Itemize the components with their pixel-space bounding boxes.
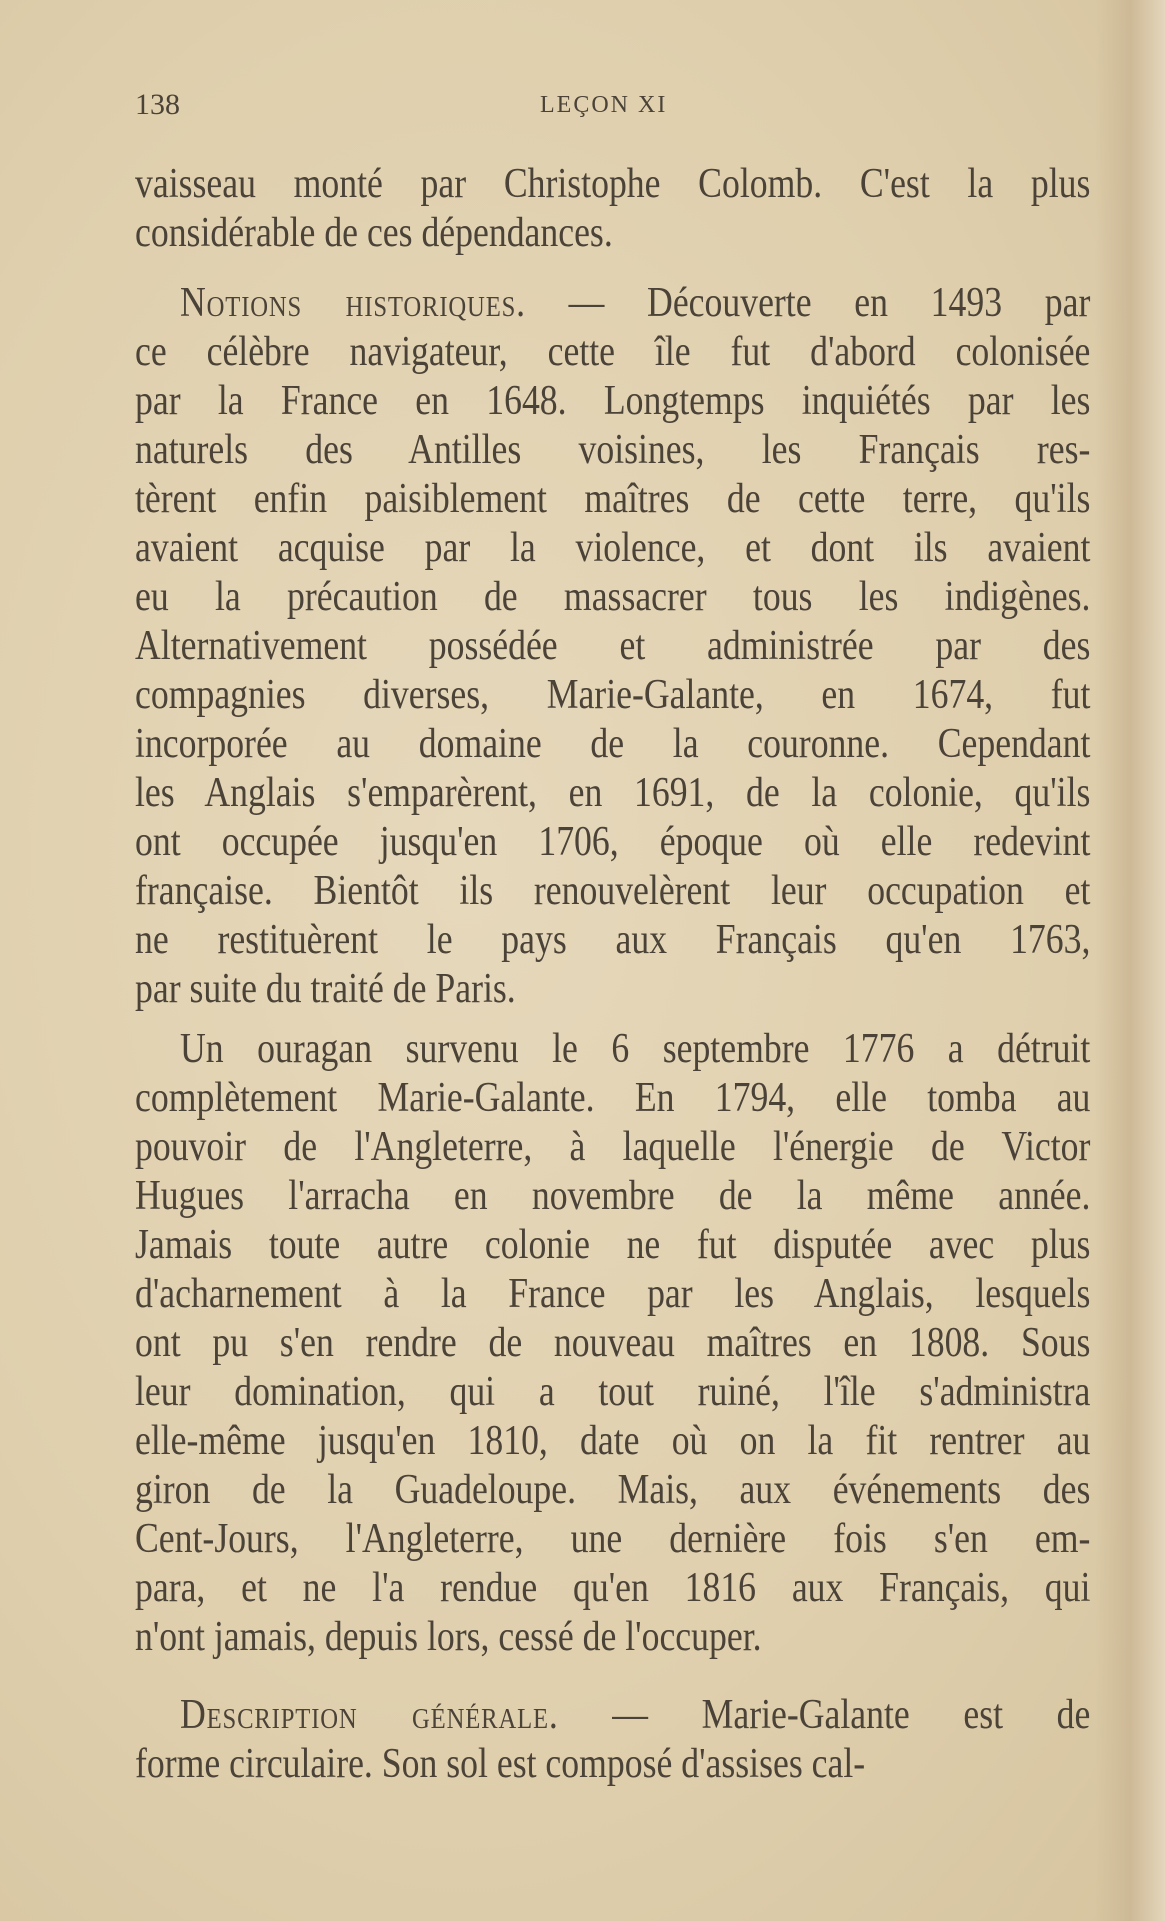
text-line: naturels des Antilles voisines, les Français res- [135, 427, 1091, 473]
text-line: n'ont jamais, depuis lors, cessé de l'occuper. [135, 1614, 762, 1660]
text-line: Cent-Jours, l'Angleterre, une dernière fois s'en em- [135, 1516, 1091, 1562]
text-line: ne restituèrent le pays aux Français qu'en 1763, [135, 917, 1091, 963]
text-line: compagnies diverses, Marie-Galante, en 1674, fut [135, 672, 1091, 718]
text-line: Un ouragan survenu le 6 septembre 1776 a détruit [180, 1026, 1091, 1072]
text-line: d'acharnement à la France par les Anglais, lesquels [135, 1271, 1091, 1317]
text-line: par suite du traité de Paris. [135, 966, 516, 1012]
text-line: incorporée au domaine de la couronne. Cependant [135, 721, 1091, 767]
text-line: Description générale. — Marie-Galante est de [180, 1692, 1091, 1738]
text-line: par la France en 1648. Longtemps inquiétés par les [135, 378, 1091, 424]
text-line: Hugues l'arracha en novembre de la même année. [135, 1173, 1091, 1219]
text-line: Notions historiques. — Découverte en 1493 par [180, 280, 1091, 326]
section-heading: Notions historiques. [180, 280, 526, 326]
text-line: vaisseau monté par Christophe Colomb. C'est la plus [135, 161, 1091, 207]
text-line: française. Bientôt ils renouvelèrent leur occupation et [135, 868, 1091, 914]
text-line: ce célèbre navigateur, cette île fut d'abord colonisée [135, 329, 1091, 375]
text-line: giron de la Guadeloupe. Mais, aux événements des [135, 1467, 1091, 1513]
text-line: eu la précaution de massacrer tous les indigènes. [135, 574, 1091, 620]
page-edge-shadow [1095, 0, 1165, 1921]
text-line: ont pu s'en rendre de nouveau maîtres en 1808. Sous [135, 1320, 1091, 1366]
text-line: tèrent enfin paisiblement maîtres de cette terre, qu'ils [135, 476, 1091, 522]
text-line: Jamais toute autre colonie ne fut disputée avec plus [135, 1222, 1091, 1268]
text-line: elle-même jusqu'en 1810, date où on la fit rentrer au [135, 1418, 1091, 1464]
text-line: leur domination, qui a tout ruiné, l'île s'administra [135, 1369, 1091, 1415]
section-heading: Description générale. [180, 1692, 559, 1738]
running-head: LEÇON XI [540, 92, 668, 118]
page-header [0, 88, 1165, 128]
text-line: Alternativement possédée et administrée par des [135, 623, 1091, 669]
text-line: considérable de ces dépendances. [135, 210, 613, 256]
text-line: forme circulaire. Son sol est composé d'assises cal- [135, 1741, 866, 1787]
text-line: ont occupée jusqu'en 1706, époque où elle redevint [135, 819, 1091, 865]
text-line: avaient acquise par la violence, et dont ils avaient [135, 525, 1091, 571]
text-line: pouvoir de l'Angleterre, à laquelle l'énergie de Victor [135, 1124, 1091, 1170]
text-line: les Anglais s'emparèrent, en 1691, de la colonie, qu'ils [135, 770, 1091, 816]
page-number: 138 [135, 88, 180, 121]
text-line: para, et ne l'a rendue qu'en 1816 aux Français, qui [135, 1565, 1091, 1611]
text-line: complètement Marie-Galante. En 1794, elle tomba au [135, 1075, 1091, 1121]
